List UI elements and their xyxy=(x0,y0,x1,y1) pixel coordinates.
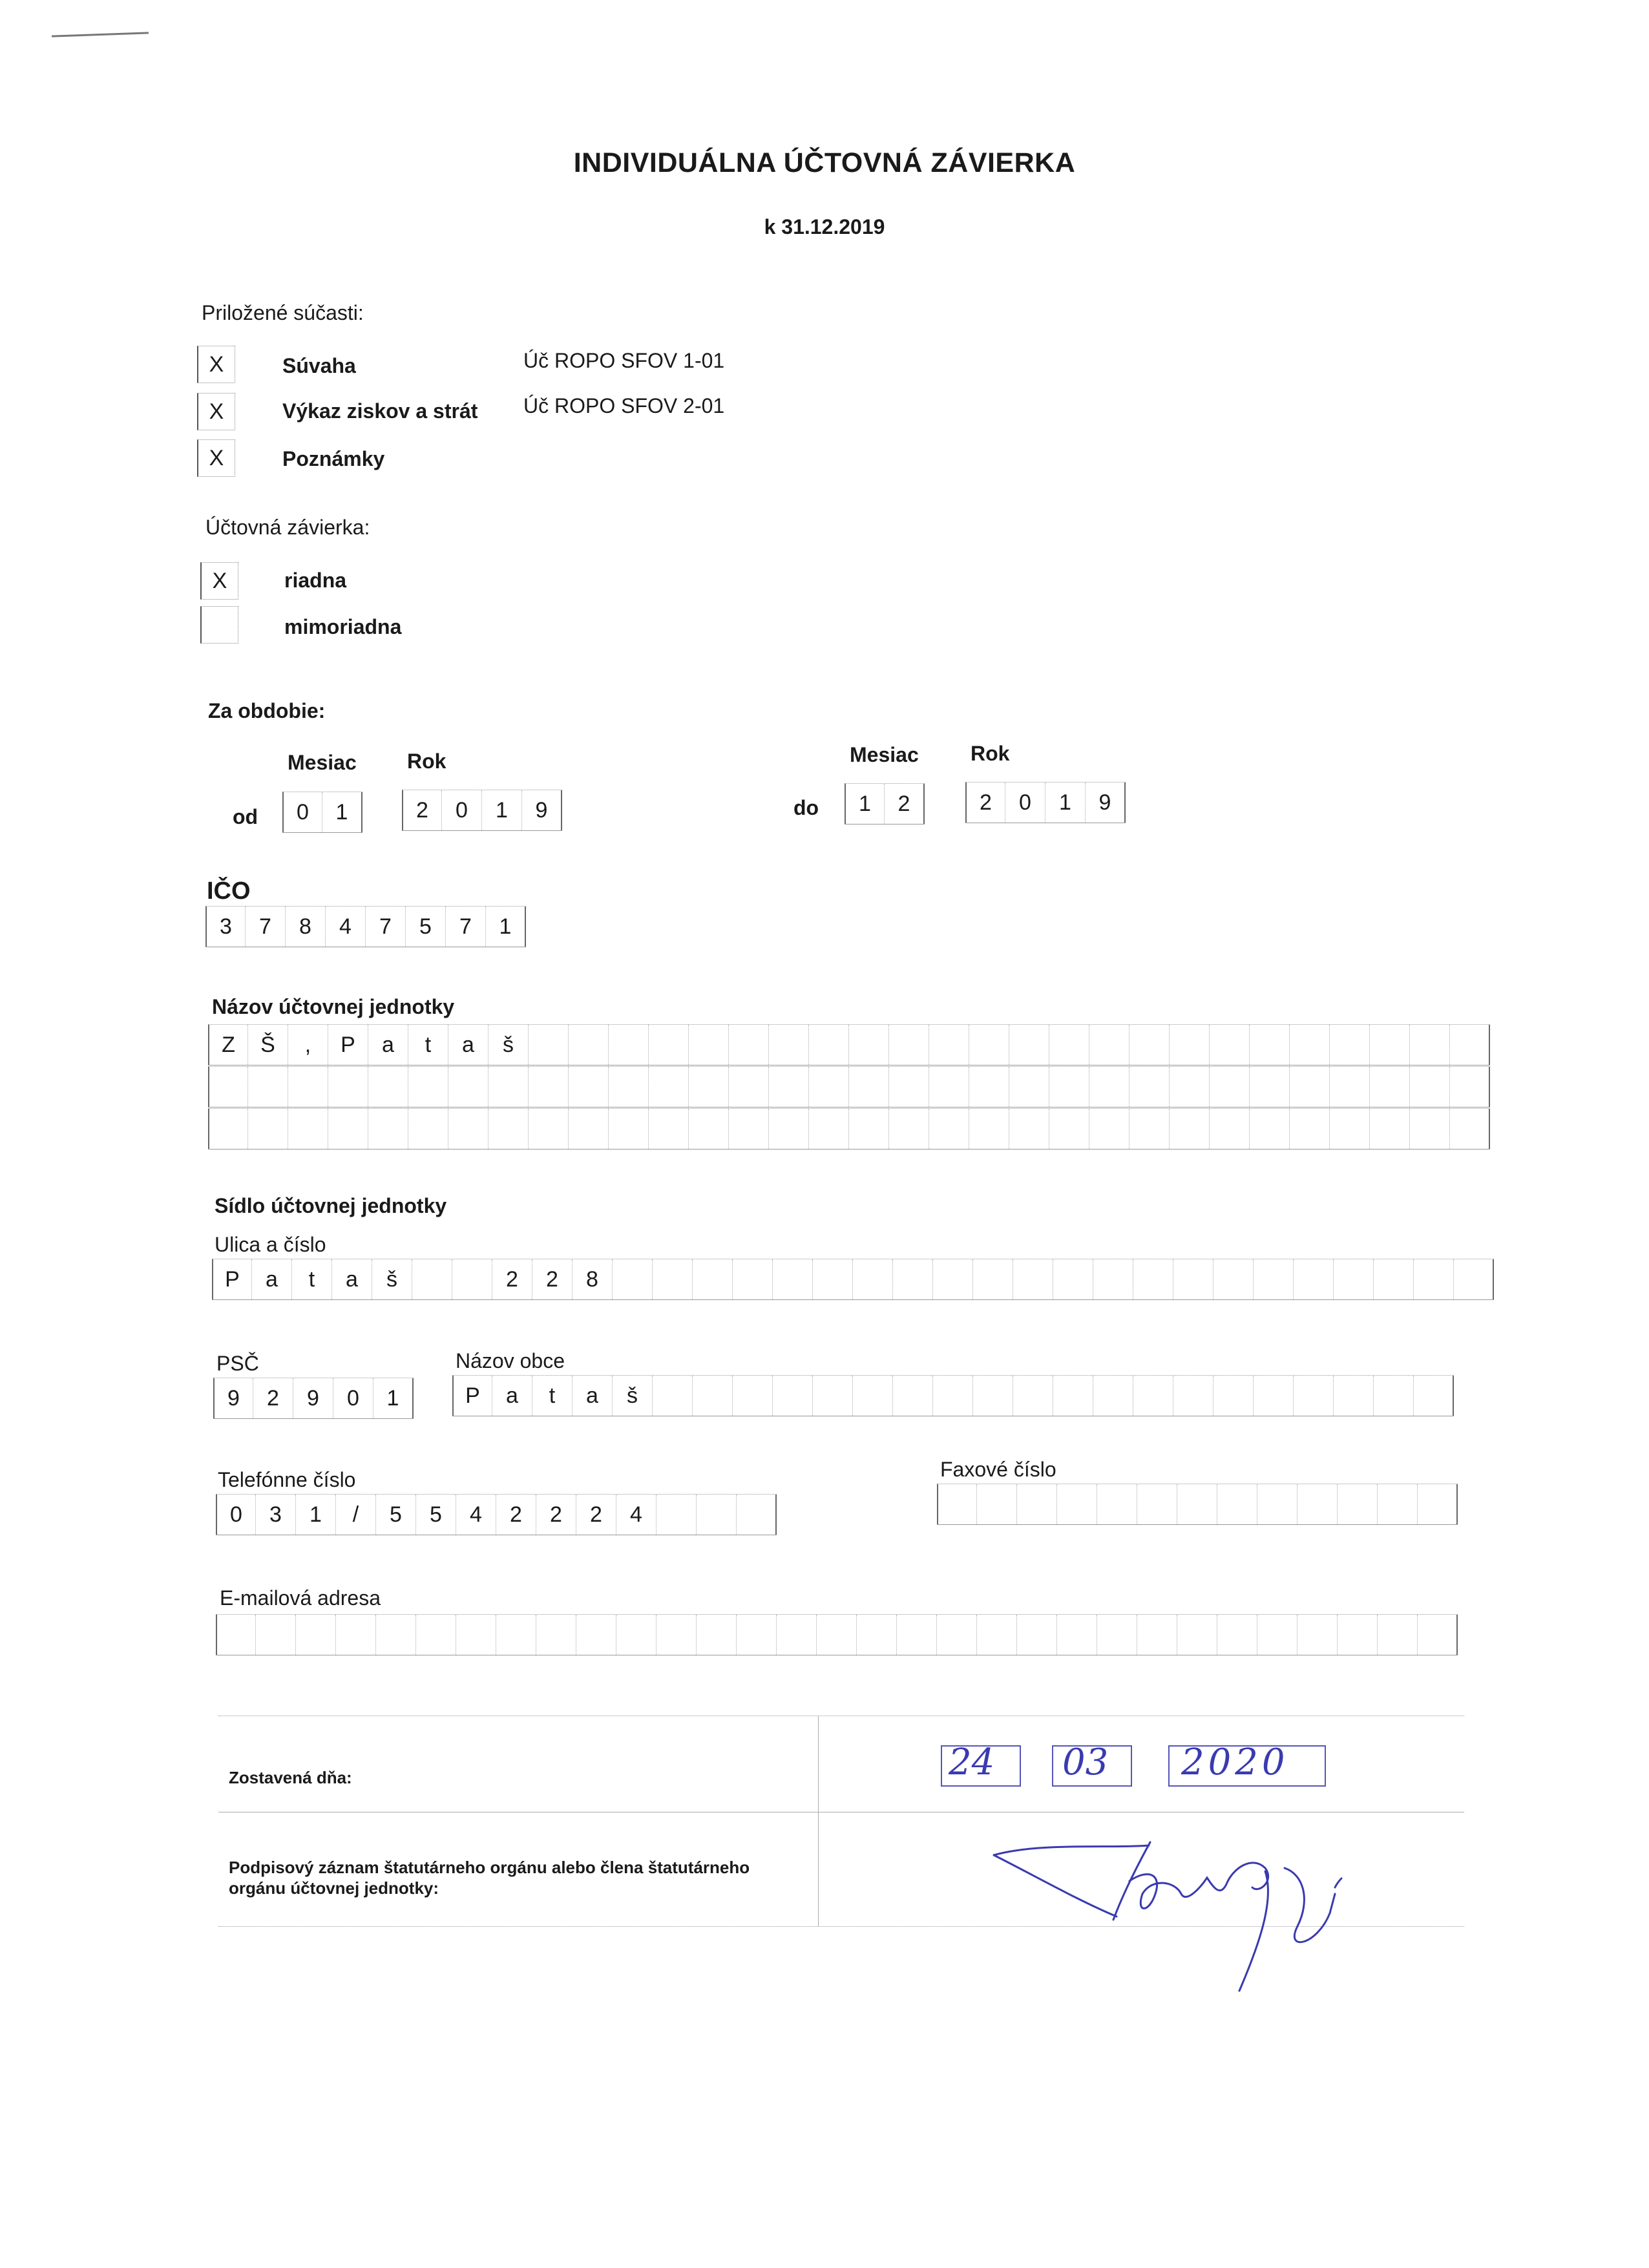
compiled-month-box[interactable] xyxy=(1052,1741,1132,1787)
unit-name-char xyxy=(1330,1025,1370,1065)
unit-name-char xyxy=(408,1109,448,1149)
town-char xyxy=(733,1376,773,1416)
unit-name-char xyxy=(849,1067,889,1107)
checkbox-vykaz[interactable]: X xyxy=(197,393,235,430)
compiled-label: Zostavená dňa: xyxy=(229,1768,352,1787)
from-month-digit: 0 xyxy=(282,792,322,832)
fax-char xyxy=(1217,1484,1257,1524)
attached-heading: Priložené súčasti: xyxy=(202,301,364,324)
unit-name-char xyxy=(448,1067,488,1107)
street-char xyxy=(1133,1259,1173,1299)
email-char xyxy=(1017,1615,1057,1655)
phone-field[interactable] xyxy=(216,1494,777,1535)
phone-char: 3 xyxy=(256,1495,296,1535)
unit-name-char xyxy=(569,1067,609,1107)
phone-char xyxy=(737,1495,777,1535)
from-year-digit: 2 xyxy=(402,790,442,830)
unit-name-char xyxy=(1410,1025,1450,1065)
email-char xyxy=(1137,1615,1177,1655)
unit-name-char xyxy=(368,1067,408,1107)
psc-digit: 0 xyxy=(333,1378,373,1418)
town-char xyxy=(1053,1376,1093,1416)
fax-char xyxy=(1177,1484,1217,1524)
signature-table xyxy=(218,1716,1464,1927)
unit-name-char xyxy=(689,1067,729,1107)
town-char: P xyxy=(452,1376,492,1416)
street-char: P xyxy=(212,1259,252,1299)
from-month-field[interactable] xyxy=(282,792,362,833)
unit-name-char xyxy=(1009,1067,1049,1107)
compiled-day-box[interactable] xyxy=(941,1741,1021,1787)
unit-name-char xyxy=(1290,1109,1330,1149)
unit-name-char xyxy=(689,1025,729,1065)
email-char xyxy=(256,1615,296,1655)
unit-name-row-3[interactable] xyxy=(208,1108,1490,1150)
street-field[interactable] xyxy=(212,1259,1494,1300)
street-char: a xyxy=(252,1259,292,1299)
fax-field[interactable] xyxy=(937,1484,1458,1525)
email-char xyxy=(416,1615,456,1655)
street-char: š xyxy=(372,1259,412,1299)
unit-name-char: P xyxy=(328,1025,368,1065)
unit-name-char xyxy=(1450,1025,1490,1065)
street-char xyxy=(773,1259,813,1299)
unit-name-char xyxy=(1170,1067,1210,1107)
town-char xyxy=(1133,1376,1173,1416)
street-char xyxy=(933,1259,973,1299)
street-char xyxy=(1173,1259,1213,1299)
town-char xyxy=(1013,1376,1053,1416)
unit-name-char xyxy=(248,1109,288,1149)
unit-name-char: a xyxy=(448,1025,488,1065)
compiled-month: 03 xyxy=(1062,1741,1109,1783)
unit-name-char xyxy=(1250,1109,1290,1149)
email-char xyxy=(1418,1615,1458,1655)
fax-char xyxy=(1257,1484,1297,1524)
unit-name-char xyxy=(1410,1067,1450,1107)
phone-char: 2 xyxy=(536,1495,576,1535)
street-char xyxy=(693,1259,733,1299)
psc-digit: 1 xyxy=(373,1378,414,1418)
unit-name-char xyxy=(809,1109,849,1149)
unit-name-char xyxy=(529,1025,569,1065)
ico-digit: 5 xyxy=(406,907,446,947)
compiled-day: 24 xyxy=(949,1741,995,1783)
phone-char: 4 xyxy=(616,1495,656,1535)
from-year-field[interactable] xyxy=(402,790,562,831)
email-field[interactable] xyxy=(216,1614,1458,1655)
street-char xyxy=(733,1259,773,1299)
unit-name-char xyxy=(689,1109,729,1149)
page-title: INDIVIDUÁLNA ÚČTOVNÁ ZÁVIERKA xyxy=(573,147,1076,178)
email-char xyxy=(1378,1615,1418,1655)
unit-name-char xyxy=(328,1109,368,1149)
unit-name-char xyxy=(488,1067,529,1107)
from-year-digit: 1 xyxy=(482,790,522,830)
psc-digit: 9 xyxy=(293,1378,333,1418)
fax-char xyxy=(1418,1484,1458,1524)
phone-char xyxy=(697,1495,737,1535)
unit-name-char: , xyxy=(288,1025,328,1065)
unit-name-char xyxy=(889,1025,929,1065)
email-char xyxy=(576,1615,616,1655)
unit-name-char xyxy=(1129,1025,1170,1065)
label-poznamky: Poznámky xyxy=(282,447,385,470)
street-char xyxy=(1013,1259,1053,1299)
unit-name-char xyxy=(1210,1025,1250,1065)
phone-char: 0 xyxy=(216,1495,256,1535)
town-char xyxy=(1173,1376,1213,1416)
email-char xyxy=(336,1615,376,1655)
unit-name-label: Názov účtovnej jednotky xyxy=(212,995,455,1018)
unit-name-char xyxy=(729,1109,769,1149)
ico-digit: 7 xyxy=(366,907,406,947)
street-char xyxy=(613,1259,653,1299)
street-char xyxy=(1414,1259,1454,1299)
from-month-label: Mesiac xyxy=(288,751,357,774)
from-year-digit: 0 xyxy=(442,790,482,830)
label-vykaz: Výkaz ziskov a strát xyxy=(282,399,478,423)
unit-name-char xyxy=(1049,1067,1089,1107)
email-char xyxy=(216,1615,256,1655)
unit-name-char xyxy=(1009,1109,1049,1149)
fax-char xyxy=(937,1484,977,1524)
town-label: Názov obce xyxy=(456,1349,565,1372)
unit-name-row-1[interactable] xyxy=(208,1024,1490,1066)
email-char xyxy=(777,1615,817,1655)
unit-name-char xyxy=(769,1025,809,1065)
table-divider xyxy=(818,1716,819,1926)
town-char: t xyxy=(532,1376,572,1416)
street-char xyxy=(853,1259,893,1299)
phone-char: 2 xyxy=(496,1495,536,1535)
unit-name-char xyxy=(1330,1109,1370,1149)
unit-name-char xyxy=(1129,1109,1170,1149)
from-year-digit: 9 xyxy=(522,790,562,830)
psc-field[interactable] xyxy=(213,1378,414,1419)
psc-label: PSČ xyxy=(216,1352,259,1375)
town-char xyxy=(1254,1376,1294,1416)
unit-name-char xyxy=(1450,1067,1490,1107)
street-char xyxy=(1053,1259,1093,1299)
unit-name-char xyxy=(1290,1067,1330,1107)
street-char: a xyxy=(332,1259,372,1299)
town-char: a xyxy=(492,1376,532,1416)
unit-name-char xyxy=(929,1109,969,1149)
phone-char: / xyxy=(336,1495,376,1535)
unit-name-char: š xyxy=(488,1025,529,1065)
checkbox-riadna[interactable]: X xyxy=(200,562,238,600)
to-label: do xyxy=(793,796,819,819)
handwritten-signature xyxy=(981,1816,1498,2023)
street-char xyxy=(973,1259,1013,1299)
unit-name-char xyxy=(1370,1109,1410,1149)
unit-name-char xyxy=(609,1025,649,1065)
to-year-digit: 2 xyxy=(965,782,1005,823)
to-year-field[interactable] xyxy=(965,782,1126,823)
ico-digit: 7 xyxy=(246,907,286,947)
to-year-digit: 0 xyxy=(1005,782,1045,823)
email-char xyxy=(977,1615,1017,1655)
email-char xyxy=(536,1615,576,1655)
town-char xyxy=(653,1376,693,1416)
street-char: t xyxy=(292,1259,332,1299)
unit-name-char: t xyxy=(408,1025,448,1065)
unit-name-char xyxy=(969,1067,1009,1107)
town-char xyxy=(973,1376,1013,1416)
phone-char: 1 xyxy=(296,1495,336,1535)
street-char xyxy=(1454,1259,1494,1299)
street-char xyxy=(893,1259,933,1299)
street-char xyxy=(1093,1259,1133,1299)
unit-name-char xyxy=(1089,1067,1129,1107)
unit-name-char xyxy=(649,1109,689,1149)
code-suvaha: Úč ROPO SFOV 1-01 xyxy=(523,349,725,372)
phone-char: 2 xyxy=(576,1495,616,1535)
town-char xyxy=(1414,1376,1454,1416)
code-vykaz: Úč ROPO SFOV 2-01 xyxy=(523,394,725,417)
compiled-year-box[interactable] xyxy=(1168,1741,1326,1787)
street-char xyxy=(1374,1259,1414,1299)
unit-name-char xyxy=(609,1067,649,1107)
email-char xyxy=(937,1615,977,1655)
fax-label: Faxové číslo xyxy=(940,1458,1056,1481)
unit-name-char xyxy=(1129,1067,1170,1107)
checkbox-poznamky[interactable]: X xyxy=(197,439,235,477)
town-char xyxy=(1334,1376,1374,1416)
email-char xyxy=(1338,1615,1378,1655)
ico-field[interactable] xyxy=(205,906,526,947)
unit-name-char: Š xyxy=(248,1025,288,1065)
ico-label: IČO xyxy=(207,877,251,905)
unit-name-char: Z xyxy=(208,1025,248,1065)
street-char xyxy=(1254,1259,1294,1299)
phone-char: 5 xyxy=(416,1495,456,1535)
street-char xyxy=(813,1259,853,1299)
unit-name-char xyxy=(1170,1109,1210,1149)
town-char xyxy=(1213,1376,1254,1416)
unit-name-char xyxy=(969,1109,1009,1149)
fax-char xyxy=(1097,1484,1137,1524)
unit-name-char xyxy=(1330,1067,1370,1107)
from-label: od xyxy=(233,805,258,828)
unit-name-char xyxy=(769,1109,809,1149)
unit-name-char xyxy=(569,1025,609,1065)
email-char xyxy=(817,1615,857,1655)
unit-name-char xyxy=(1170,1025,1210,1065)
email-char xyxy=(1057,1615,1097,1655)
to-year-digit: 9 xyxy=(1086,782,1126,823)
compiled-year: 2020 xyxy=(1181,1741,1289,1783)
phone-char: 4 xyxy=(456,1495,496,1535)
to-year-digit: 1 xyxy=(1045,782,1086,823)
sign-label: Podpisový záznam štatutárneho orgánu alebo člena štatutárneho orgánu účtovnej jednotky: xyxy=(229,1858,750,1898)
unit-name-char xyxy=(649,1067,689,1107)
town-char: a xyxy=(572,1376,613,1416)
psc-digit: 2 xyxy=(253,1378,293,1418)
fax-char xyxy=(977,1484,1017,1524)
street-char xyxy=(452,1259,492,1299)
fax-char xyxy=(1057,1484,1097,1524)
unit-name-char xyxy=(1450,1109,1490,1149)
email-char xyxy=(857,1615,897,1655)
unit-name-row-2[interactable] xyxy=(208,1066,1490,1108)
to-month-digit: 1 xyxy=(845,784,885,824)
unit-name-char xyxy=(328,1067,368,1107)
street-char xyxy=(412,1259,452,1299)
unit-name-char xyxy=(569,1109,609,1149)
email-char xyxy=(1177,1615,1217,1655)
unit-name-char xyxy=(809,1025,849,1065)
phone-char xyxy=(656,1495,697,1535)
unit-name-char xyxy=(849,1109,889,1149)
label-riadna: riadna xyxy=(284,569,347,592)
unit-name-char xyxy=(208,1067,248,1107)
town-char xyxy=(813,1376,853,1416)
fax-char xyxy=(1378,1484,1418,1524)
unit-name-char xyxy=(1049,1025,1089,1065)
unit-name-char xyxy=(1290,1025,1330,1065)
street-char xyxy=(1334,1259,1374,1299)
fax-char xyxy=(1338,1484,1378,1524)
seat-heading: Sídlo účtovnej jednotky xyxy=(215,1194,447,1217)
street-char: 2 xyxy=(532,1259,572,1299)
street-char xyxy=(1294,1259,1334,1299)
street-char: 2 xyxy=(492,1259,532,1299)
unit-name-char xyxy=(889,1109,929,1149)
unit-name-char xyxy=(1250,1025,1290,1065)
label-mimoriadna: mimoriadna xyxy=(284,615,402,638)
checkbox-suvaha[interactable]: X xyxy=(197,346,235,383)
unit-name-char xyxy=(929,1025,969,1065)
email-char xyxy=(656,1615,697,1655)
unit-name-char xyxy=(1210,1067,1250,1107)
town-char xyxy=(1093,1376,1133,1416)
fax-char xyxy=(1297,1484,1338,1524)
unit-name-char xyxy=(809,1067,849,1107)
fax-char xyxy=(1137,1484,1177,1524)
to-month-field[interactable] xyxy=(845,783,925,824)
unit-name-char xyxy=(1370,1067,1410,1107)
email-char xyxy=(296,1615,336,1655)
email-char xyxy=(616,1615,656,1655)
email-label: E-mailová adresa xyxy=(220,1586,381,1610)
email-char xyxy=(897,1615,937,1655)
email-char xyxy=(1217,1615,1257,1655)
to-month-digit: 2 xyxy=(885,784,925,824)
unit-name-char xyxy=(288,1109,328,1149)
to-year-label: Rok xyxy=(971,742,1010,765)
unit-name-char xyxy=(849,1025,889,1065)
closing-heading: Účtovná závierka: xyxy=(205,516,370,539)
report-date: k 31.12.2019 xyxy=(764,215,885,238)
email-char xyxy=(376,1615,416,1655)
phone-char: 5 xyxy=(376,1495,416,1535)
email-char xyxy=(737,1615,777,1655)
email-char xyxy=(697,1615,737,1655)
unit-name-char xyxy=(248,1067,288,1107)
street-char: 8 xyxy=(572,1259,613,1299)
unit-name-char xyxy=(889,1067,929,1107)
unit-name-char xyxy=(1210,1109,1250,1149)
unit-name-char xyxy=(448,1109,488,1149)
town-char xyxy=(893,1376,933,1416)
unit-name-char xyxy=(1089,1025,1129,1065)
unit-name-char: a xyxy=(368,1025,408,1065)
town-char xyxy=(1374,1376,1414,1416)
psc-digit: 9 xyxy=(213,1378,253,1418)
unit-name-char xyxy=(1250,1067,1290,1107)
unit-name-char xyxy=(208,1109,248,1149)
scan-mark xyxy=(52,32,149,37)
unit-name-char xyxy=(1009,1025,1049,1065)
unit-name-char xyxy=(609,1109,649,1149)
unit-name-char xyxy=(488,1109,529,1149)
unit-name-char xyxy=(529,1067,569,1107)
phone-label: Telefónne číslo xyxy=(218,1468,356,1491)
fax-char xyxy=(1017,1484,1057,1524)
unit-name-char xyxy=(1410,1109,1450,1149)
email-char xyxy=(1097,1615,1137,1655)
town-field[interactable] xyxy=(452,1375,1454,1416)
from-year-label: Rok xyxy=(407,750,446,773)
street-char xyxy=(653,1259,693,1299)
street-label: Ulica a číslo xyxy=(215,1233,326,1256)
unit-name-char xyxy=(529,1109,569,1149)
unit-name-char xyxy=(1049,1109,1089,1149)
ico-digit: 7 xyxy=(446,907,486,947)
unit-name-char xyxy=(1089,1109,1129,1149)
town-char xyxy=(1294,1376,1334,1416)
to-month-label: Mesiac xyxy=(850,743,919,766)
town-char xyxy=(933,1376,973,1416)
period-heading: Za obdobie: xyxy=(208,699,326,722)
town-char xyxy=(853,1376,893,1416)
town-char xyxy=(773,1376,813,1416)
ico-digit: 8 xyxy=(286,907,326,947)
unit-name-char xyxy=(649,1025,689,1065)
unit-name-char xyxy=(1370,1025,1410,1065)
unit-name-char xyxy=(929,1067,969,1107)
email-char xyxy=(1257,1615,1297,1655)
email-char xyxy=(456,1615,496,1655)
unit-name-char xyxy=(969,1025,1009,1065)
unit-name-char xyxy=(729,1067,769,1107)
email-char xyxy=(496,1615,536,1655)
email-char xyxy=(1297,1615,1338,1655)
street-char xyxy=(1213,1259,1254,1299)
town-char xyxy=(693,1376,733,1416)
from-month-digit: 1 xyxy=(322,792,362,832)
checkbox-mimoriadna[interactable] xyxy=(200,606,238,644)
ico-digit: 1 xyxy=(486,907,526,947)
ico-digit: 4 xyxy=(326,907,366,947)
label-suvaha: Súvaha xyxy=(282,354,356,377)
unit-name-char xyxy=(368,1109,408,1149)
ico-digit: 3 xyxy=(205,907,246,947)
unit-name-char xyxy=(408,1067,448,1107)
unit-name-char xyxy=(769,1067,809,1107)
unit-name-char xyxy=(288,1067,328,1107)
unit-name-char xyxy=(729,1025,769,1065)
town-char: š xyxy=(613,1376,653,1416)
